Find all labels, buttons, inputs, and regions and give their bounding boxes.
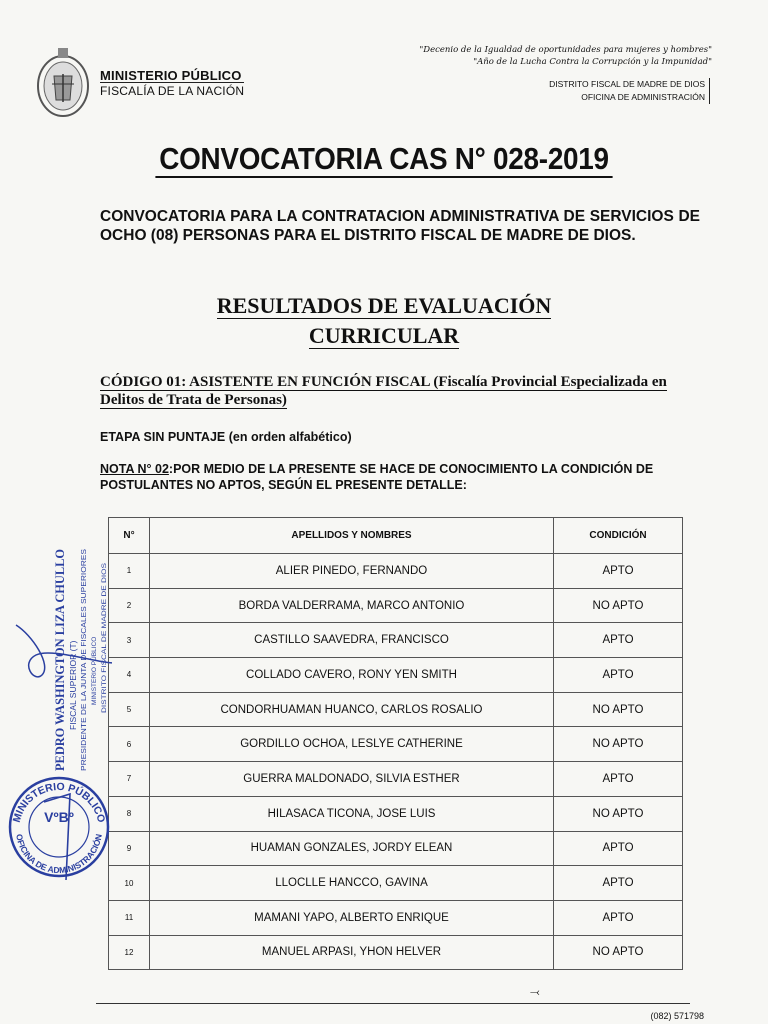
- org-subname: FISCALÍA DE LA NACIÓN: [100, 84, 245, 98]
- table-row: [109, 866, 683, 901]
- row-condition: NO APTO: [554, 935, 683, 970]
- header-number: N°: [109, 518, 150, 554]
- district-block: [549, 78, 710, 104]
- row-name: GORDILLO OCHOA, LESLYE CATHERINE: [150, 727, 554, 762]
- table-row: [109, 588, 683, 623]
- row-name: BORDA VALDERRAMA, MARCO ANTONIO: [150, 588, 554, 623]
- motto-line-1: "Decenio de la Igualdad de oportunidades para mujeres y hombres": [419, 45, 712, 55]
- row-condition: NO APTO: [554, 692, 683, 727]
- row-name: ALIER PINEDO, FERNANDO: [150, 554, 554, 589]
- motto-line-2: "Año de la Lucha Contra la Corrupción y la Impunidad": [473, 57, 712, 67]
- results-heading: [0, 291, 768, 351]
- results-table: [108, 517, 683, 970]
- motto-block: [419, 44, 712, 68]
- org-name: MINISTERIO PÚBLICO: [100, 68, 242, 83]
- row-condition: APTO: [554, 900, 683, 935]
- row-condition: APTO: [554, 658, 683, 693]
- position-code-text: CÓDIGO 01: ASISTENTE EN FUNCIÓN FISCAL (Fiscalía Provincial Especializada en Delitos de Trata de Personas): [100, 374, 667, 408]
- stamp-inst-1: MINISTERIO PÚBLICO: [91, 636, 98, 705]
- row-condition: APTO: [554, 554, 683, 589]
- row-number: 4: [109, 658, 150, 693]
- row-number: 5: [109, 692, 150, 727]
- stamp-name: PEDRO WASHINGTON LIZA CHULLO: [53, 546, 67, 771]
- seal-center-text: VºBº: [44, 809, 74, 825]
- row-name: CASTILLO SAAVEDRA, FRANCISCO: [150, 623, 554, 658]
- row-name: MAMANI YAPO, ALBERTO ENRIQUE: [150, 900, 554, 935]
- document-subtitle: CONVOCATORIA PARA LA CONTRATACION ADMINISTRATIVA DE SERVICIOS DE OCHO (08) PERSONAS PARA EL DISTRITO FISCAL DE MADRE DE DIOS.: [100, 208, 700, 244]
- row-name: HILASACA TICONA, JOSE LUIS: [150, 796, 554, 831]
- row-condition: NO APTO: [554, 588, 683, 623]
- results-heading-line-1: RESULTADOS DE EVALUACIÓN: [216, 293, 552, 318]
- position-code: [100, 373, 690, 409]
- seal-bottom-text: OFICINA DE ADMINISTRACIÓN: [14, 833, 104, 876]
- row-number: 7: [109, 762, 150, 797]
- official-seal: [4, 772, 114, 882]
- stamp-inst-2: DISTRITO FISCAL DE MADRE DE DIOS: [102, 602, 108, 713]
- row-condition: APTO: [554, 866, 683, 901]
- row-condition: NO APTO: [554, 796, 683, 831]
- stamp-role-2: PRESIDENTE DE LA JUNTA DE FISCALES SUPERIORES: [79, 572, 88, 771]
- header-condition: CONDICIÓN: [554, 518, 683, 554]
- row-condition: APTO: [554, 623, 683, 658]
- table-header-row: [109, 518, 683, 554]
- row-name: MANUEL ARPASI, YHON HELVER: [150, 935, 554, 970]
- table-row: [109, 727, 683, 762]
- row-number: 8: [109, 796, 150, 831]
- header-names: APELLIDOS Y NOMBRES: [150, 518, 554, 554]
- row-name: HUAMAN GONZALES, JORDY ELEAN: [150, 831, 554, 866]
- note-text: :POR MEDIO DE LA PRESENTE SE HACE DE CONOCIMIENTO LA CONDICIÓN DE POSTULANTES NO APTOS, SEGÚN EL PRESENTE DETALLE:: [100, 462, 654, 492]
- row-number: 9: [109, 831, 150, 866]
- row-name: CONDORHUAMAN HUANCO, CARLOS ROSALIO: [150, 692, 554, 727]
- document-title-text: CONVOCATORIA CAS N° 028-2019: [156, 141, 613, 178]
- footer-phone: (082) 571798: [650, 1011, 704, 1021]
- table-row: [109, 554, 683, 589]
- row-number: 12: [109, 935, 150, 970]
- row-condition: APTO: [554, 831, 683, 866]
- table-row: [109, 623, 683, 658]
- table-row: [109, 762, 683, 797]
- seal-top-text: MINISTERIO PÚBLICO: [10, 780, 108, 824]
- svg-text:OFICINA DE ADMINISTRACIÓN: [14, 833, 104, 875]
- row-number: 1: [109, 554, 150, 589]
- coat-of-arms-logo: [34, 44, 92, 120]
- table-row: [109, 831, 683, 866]
- row-number: 6: [109, 727, 150, 762]
- table-row: [109, 935, 683, 970]
- table-row: [109, 658, 683, 693]
- footer-rule: [96, 1003, 690, 1004]
- table-row: [109, 692, 683, 727]
- row-number: 3: [109, 623, 150, 658]
- row-number: 11: [109, 900, 150, 935]
- district-line-2: OFICINA DE ADMINISTRACIÓN: [581, 92, 705, 102]
- table-row: [109, 900, 683, 935]
- stage-label: ETAPA SIN PUNTAJE (en orden alfabético): [100, 430, 352, 444]
- row-condition: NO APTO: [554, 727, 683, 762]
- note-block: [100, 461, 690, 493]
- table-row: [109, 796, 683, 831]
- district-line-1: DISTRITO FISCAL DE MADRE DE DIOS: [549, 79, 705, 89]
- row-name: GUERRA MALDONADO, SILVIA ESTHER: [150, 762, 554, 797]
- row-condition: APTO: [554, 762, 683, 797]
- small-handwritten-mark: ⤙: [530, 985, 540, 999]
- note-label: NOTA N° 02: [100, 462, 169, 476]
- results-heading-line-2: CURRICULAR: [308, 323, 460, 348]
- row-name: COLLADO CAVERO, RONY YEN SMITH: [150, 658, 554, 693]
- row-number: 10: [109, 866, 150, 901]
- document-title: [38, 141, 729, 177]
- row-number: 2: [109, 588, 150, 623]
- signature-stamp: [12, 545, 112, 775]
- stamp-role-1: FISCAL SUPERIOR (T): [68, 640, 78, 730]
- row-name: LLOCLLE HANCCO, GAVINA: [150, 866, 554, 901]
